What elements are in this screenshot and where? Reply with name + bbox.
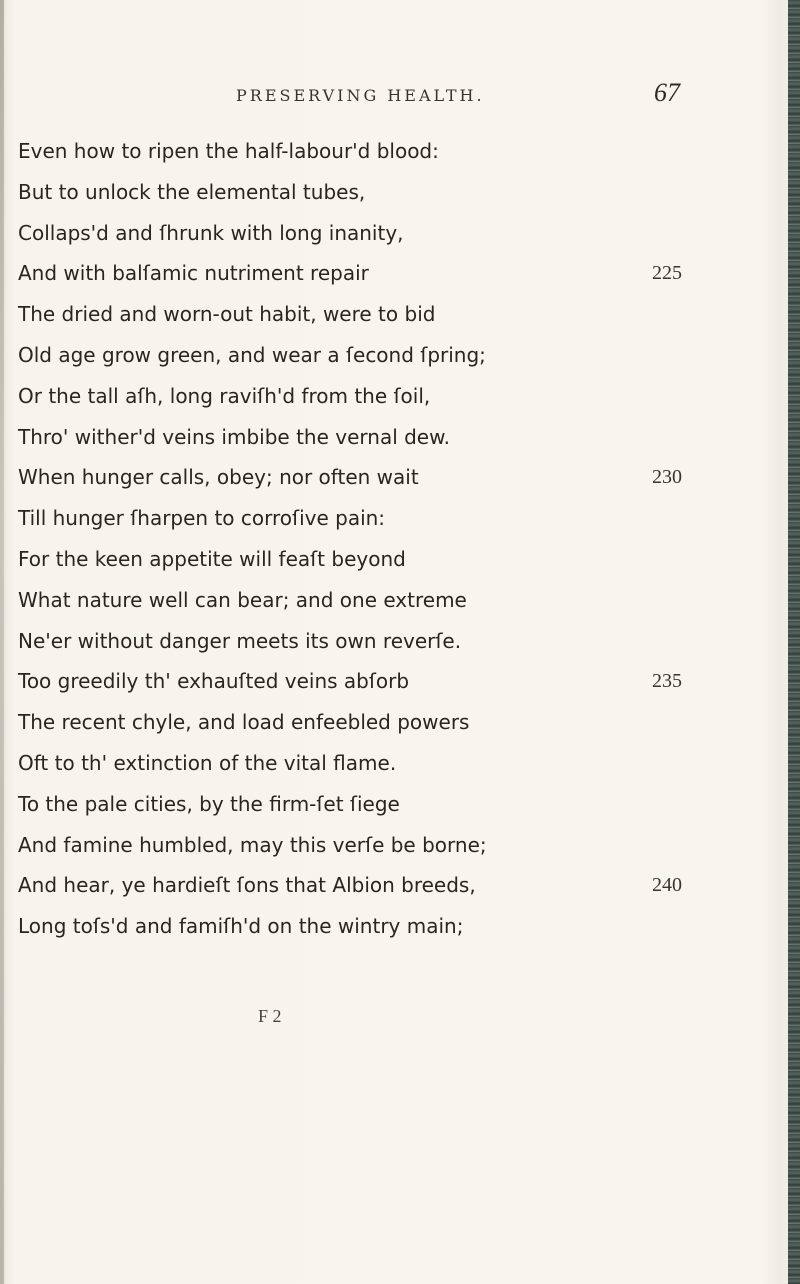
verse-text: Old age grow green, and wear a ſecond ſpring; (18, 342, 486, 367)
verse-line (0, 138, 780, 179)
verse-line (0, 546, 780, 587)
poem-text-block (0, 138, 780, 954)
verse-text: Or the tall aſh, long raviſh'd from the ſoil, (18, 383, 431, 408)
line-number: 230 (652, 466, 682, 489)
verse-text: What nature well can bear; and one extreme (18, 587, 467, 612)
verse-line (0, 301, 780, 342)
line-number: 235 (652, 670, 682, 693)
book-spine-edge (788, 0, 800, 1284)
verse-text: Oft to th' extinction of the vital flame. (18, 750, 397, 775)
page-header (0, 78, 800, 118)
verse-text: And hear, ye hardieſt ſons that Albion breeds, (18, 873, 476, 898)
line-number: 225 (652, 262, 682, 285)
verse-line (0, 791, 780, 832)
verse-text: And famine humbled, may this verſe be borne; (18, 832, 487, 857)
verse-line (0, 913, 780, 954)
verse-line (0, 505, 780, 546)
verse-line (0, 220, 780, 261)
verse-line (0, 342, 780, 383)
verse-line (0, 628, 780, 669)
verse-line (0, 260, 780, 301)
verse-line (0, 709, 780, 750)
verse-line (0, 872, 780, 913)
page-number: 67 (654, 78, 680, 107)
verse-line (0, 464, 780, 505)
verse-text: The dried and worn-out habit, were to bid (18, 302, 436, 327)
verse-text: Long toſs'd and famiſh'd on the wintry main; (18, 914, 464, 939)
signature-mark: F 2 (258, 1006, 282, 1026)
running-title: PRESERVING HEALTH. (236, 86, 485, 105)
verse-text: But to unlock the elemental tubes, (18, 179, 366, 204)
verse-line (0, 832, 780, 873)
verse-text: Thro' wither'd veins imbibe the vernal dew. (18, 424, 450, 449)
verse-text: And with balſamic nutriment repair (18, 261, 369, 286)
verse-line (0, 383, 780, 424)
verse-line (0, 750, 780, 791)
verse-text: Ne'er without danger meets its own reverſe. (18, 628, 462, 653)
verse-line (0, 179, 780, 220)
verse-text: Collaps'd and ſhrunk with long inanity, (18, 220, 404, 245)
verse-text: Too greedily th' exhauſted veins abſorb (18, 669, 410, 694)
verse-line (0, 668, 780, 709)
verse-line (0, 424, 780, 465)
verse-line (0, 587, 780, 628)
verse-text: To the pale cities, by the firm-ſet ſiege (18, 791, 400, 816)
line-number: 240 (652, 874, 682, 897)
verse-text: For the keen appetite will feaſt beyond (18, 546, 406, 571)
verse-text: Even how to ripen the half-labour'd blood: (18, 139, 439, 163)
verse-text: When hunger calls, obey; nor often wait (18, 465, 419, 490)
verse-text: Till hunger ſharpen to corroſive pain: (18, 506, 386, 531)
verse-text: The recent chyle, and load enfeebled powers (18, 710, 470, 735)
